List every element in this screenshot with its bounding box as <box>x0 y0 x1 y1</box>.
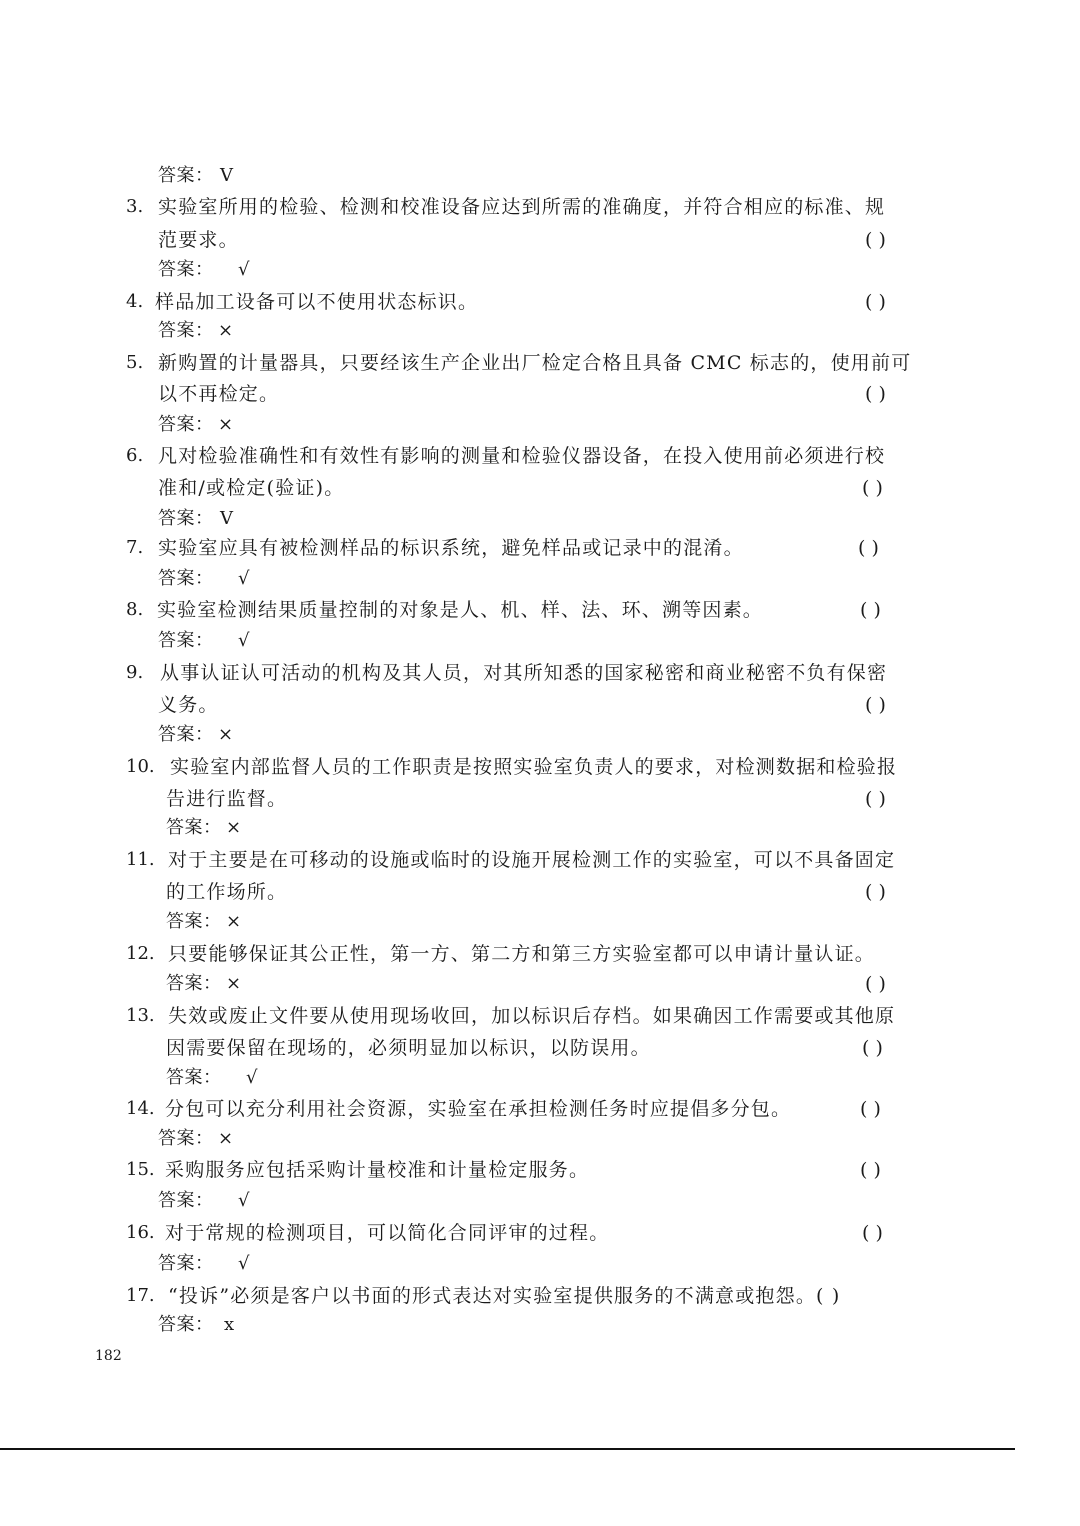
answer-label: 答案： <box>158 320 214 341</box>
answer-value: V <box>220 508 234 529</box>
answer-value: √ <box>238 259 250 280</box>
question-text: 实验室内部监督人员的工作职责是按照实验室负责人的要求，对检测数据和检验报 <box>170 756 898 778</box>
answer-value: × <box>218 724 234 745</box>
answer-value: √ <box>238 630 250 651</box>
page-number: 182 <box>95 1348 122 1364</box>
question-number: 17. <box>126 1285 155 1306</box>
question-text: 对于常规的检测项目，可以简化合同评审的过程。 <box>165 1222 610 1244</box>
answer-blank: ( ) <box>862 1222 883 1244</box>
question-text-cont: 义务。 <box>158 694 219 716</box>
answer-label: 答案： <box>158 724 214 745</box>
answer-value: × <box>226 973 242 994</box>
answer-blank: ( ) <box>865 291 886 313</box>
answer-value: √ <box>238 568 250 589</box>
answer-label: 答案： <box>158 1190 214 1211</box>
answer-label: 答案： <box>158 414 214 435</box>
answer-value: √ <box>238 1190 250 1211</box>
answer-blank: ( ) <box>865 383 886 405</box>
answer-label: 答案： <box>158 568 214 589</box>
question-number: 4. <box>126 291 144 312</box>
answer-label: 答案： <box>166 973 222 994</box>
question-text: 实验室应具有被检测样品的标识系统，避免样品或记录中的混淆。 <box>158 537 744 559</box>
answer-label: 答案： <box>166 1067 222 1088</box>
answer-label: 答案： <box>158 508 214 529</box>
question-number: 15. <box>126 1159 155 1180</box>
question-text: 失效或废止文件要从使用现场收回，加以标识后存档。如果确因工作需要或其他原 <box>168 1005 896 1027</box>
answer-label: 答案： <box>158 259 214 280</box>
answer-blank: ( ) <box>865 973 886 995</box>
question-text: 实验室所用的检验、检测和校准设备应达到所需的准确度，并符合相应的标准、规 <box>158 196 886 218</box>
question-number: 10. <box>126 756 155 777</box>
question-text: 凡对检验准确性和有效性有影响的测量和检验仪器设备，在投入使用前必须进行校 <box>158 445 886 467</box>
question-number: 6. <box>126 445 144 466</box>
question-text: 从事认证认可活动的机构及其人员，对其所知悉的国家秘密和商业秘密不负有保密 <box>160 662 888 684</box>
answer-value: × <box>218 414 234 435</box>
answer-blank: ( ) <box>862 1037 883 1059</box>
question-text-cont: 准和/或检定(验证)。 <box>158 477 345 499</box>
answer-blank: ( ) <box>860 599 881 621</box>
question-number: 5. <box>126 352 144 373</box>
answer-blank: ( ) <box>860 1098 881 1120</box>
question-text-cont: 因需要保留在现场的，必须明显加以标识，以防误用。 <box>166 1037 651 1059</box>
answer-label: 答案： <box>166 817 222 838</box>
question-text: 只要能够保证其公正性，第一方、第二方和第三方实验室都可以申请计量认证。 <box>168 943 876 965</box>
question-text: 新购置的计量器具，只要经该生产企业出厂检定合格且具备 CMC 标志的，使用前可 <box>158 352 912 374</box>
question-text: “投诉”必须是客户以书面的形式表达对实验室提供服务的不满意或抱怨。( ) <box>168 1285 841 1307</box>
question-number: 9. <box>126 662 144 683</box>
question-text: 样品加工设备可以不使用状态标识。 <box>155 291 479 313</box>
answer-value: V <box>220 165 234 186</box>
question-text-cont: 范要求。 <box>158 229 239 251</box>
question-text-cont: 告进行监督。 <box>166 788 288 810</box>
answer-value: × <box>226 911 242 932</box>
answer-value: x <box>224 1314 235 1335</box>
answer-label: 答案： <box>158 1253 214 1274</box>
answer-value: × <box>218 320 234 341</box>
answer-blank: ( ) <box>865 881 886 903</box>
question-text: 实验室检测结果质量控制的对象是人、机、样、法、环、溯等因素。 <box>157 599 764 621</box>
answer-blank: ( ) <box>858 537 879 559</box>
answer-blank: ( ) <box>865 788 886 810</box>
answer-blank: ( ) <box>865 229 886 251</box>
question-number: 7. <box>126 537 144 558</box>
question-number: 8. <box>126 599 144 620</box>
question-text: 采购服务应包括采购计量校准和计量检定服务。 <box>165 1159 590 1181</box>
question-text: 分包可以充分利用社会资源，实验室在承担检测任务时应提倡多分包。 <box>165 1098 792 1120</box>
question-number: 3. <box>126 196 144 217</box>
footer-divider <box>0 1448 1015 1450</box>
question-text-cont: 的工作场所。 <box>166 881 288 903</box>
question-number: 11. <box>126 849 155 870</box>
question-text: 对于主要是在可移动的设施或临时的设施开展检测工作的实验室，可以不具备固定 <box>168 849 896 871</box>
answer-label: 答案： <box>166 911 222 932</box>
question-number: 14. <box>126 1098 155 1119</box>
question-text-cont: 以不再检定。 <box>158 383 280 405</box>
answer-blank: ( ) <box>862 477 883 499</box>
question-number: 12. <box>126 943 155 964</box>
answer-value: √ <box>246 1067 258 1088</box>
answer-label: 答案： <box>158 630 214 651</box>
answer-blank: ( ) <box>865 694 886 716</box>
question-number: 13. <box>126 1005 155 1026</box>
answer-value: √ <box>238 1253 250 1274</box>
answer-blank: ( ) <box>860 1159 881 1181</box>
answer-label: 答案： <box>158 1128 214 1149</box>
answer-value: × <box>226 817 242 838</box>
answer-value: × <box>218 1128 234 1149</box>
answer-label: 答案： <box>158 165 214 186</box>
question-number: 16. <box>126 1222 155 1243</box>
answer-label: 答案： <box>158 1314 214 1335</box>
